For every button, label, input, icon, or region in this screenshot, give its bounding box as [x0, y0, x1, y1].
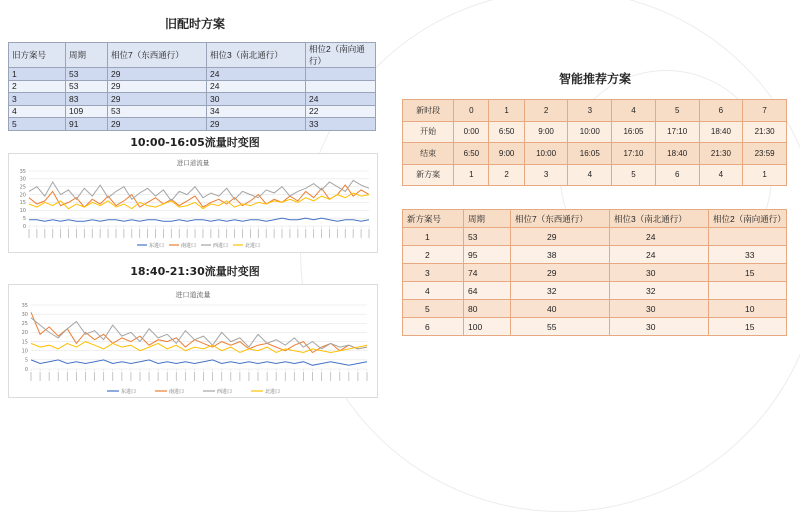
- table-cell: [709, 228, 787, 246]
- chart1-title: 10:00-16:05流量时变图: [130, 136, 260, 149]
- table-row: [403, 282, 787, 300]
- table-cell: [306, 80, 376, 93]
- table-cell: 23:59: [743, 143, 787, 165]
- legend-label-east: 东进口: [149, 243, 165, 249]
- table-cell: 64: [464, 282, 511, 300]
- table-cell: 4: [568, 164, 612, 186]
- table-cell: 2: [403, 246, 464, 264]
- table-cell: 10:00: [568, 121, 612, 143]
- table-cell: 29: [108, 93, 207, 106]
- table-cell: 4: [403, 282, 464, 300]
- table-cell: 24: [610, 246, 709, 264]
- old-plan-table: [8, 42, 376, 131]
- chart2-title: 18:40-21:30流量时变图: [130, 265, 260, 278]
- table-cell: 6: [655, 164, 699, 186]
- y-tick-label: 0: [24, 366, 28, 373]
- table-cell: 6: [699, 100, 743, 122]
- y-tick-label: 20: [21, 330, 28, 337]
- table-cell: 100: [464, 318, 511, 336]
- table-cell: 33: [306, 118, 376, 131]
- header-cell: 旧方案号: [9, 43, 66, 68]
- table-cell: 5: [612, 164, 656, 186]
- row-label: 新方案: [403, 164, 454, 186]
- new-plan-table: [402, 209, 787, 336]
- table-cell: 16:05: [568, 143, 612, 165]
- table-cell: 95: [464, 246, 511, 264]
- table-cell: 18:40: [699, 121, 743, 143]
- chart1-frame: [8, 153, 378, 253]
- table-cell: 15: [709, 264, 787, 282]
- table-row: [403, 264, 787, 282]
- table-cell: 32: [511, 282, 610, 300]
- table-cell: 30: [610, 300, 709, 318]
- table-cell: 29: [108, 68, 207, 81]
- table-cell: 0:00: [454, 121, 489, 143]
- chart-inner-title: 进口道流量: [176, 159, 210, 167]
- table-cell: 33: [709, 246, 787, 264]
- row-label: 结束: [403, 143, 454, 165]
- table-cell: 21:30: [743, 121, 787, 143]
- header-cell: 相位3（南北通行）: [610, 210, 709, 228]
- table-cell: 10:00: [524, 143, 568, 165]
- table-row: [9, 68, 376, 81]
- table-cell: 109: [66, 105, 108, 118]
- row-label: 新时段: [403, 100, 454, 122]
- chart-inner-title: 进口道流量: [175, 291, 211, 299]
- table-cell: 17:10: [655, 121, 699, 143]
- table-cell: 32: [610, 282, 709, 300]
- legend-label-north: 北进口: [245, 243, 261, 249]
- series-line-1: [29, 218, 369, 221]
- table-row: [403, 300, 787, 318]
- period-row-new-plan: [403, 164, 787, 186]
- table-cell: 9:00: [489, 143, 524, 165]
- table-cell: 1: [403, 228, 464, 246]
- table-row: [403, 246, 787, 264]
- table-cell: 1: [9, 68, 66, 81]
- table-cell: 2: [9, 80, 66, 93]
- series-line-1: [31, 360, 367, 365]
- y-tick-label: 15: [19, 200, 26, 207]
- chart2-svg: [9, 285, 377, 397]
- table-cell: [709, 282, 787, 300]
- table-cell: 53: [464, 228, 511, 246]
- header-cell: 相位3（南北通行）: [207, 43, 306, 68]
- table-cell: 29: [207, 118, 306, 131]
- header-cell: 周期: [464, 210, 511, 228]
- table-cell: 30: [610, 318, 709, 336]
- table-cell: 21:30: [699, 143, 743, 165]
- table-cell: 6: [403, 318, 464, 336]
- header-cell: 新方案号: [403, 210, 464, 228]
- table-cell: 30: [610, 264, 709, 282]
- header-cell: 相位7（东西通行）: [511, 210, 610, 228]
- period-row-new-period: [403, 100, 787, 122]
- y-tick-label: 10: [21, 348, 28, 355]
- table-cell: 5: [9, 118, 66, 131]
- table-cell: 53: [66, 80, 108, 93]
- y-tick-label: 30: [21, 311, 28, 318]
- table-cell: 4: [612, 100, 656, 122]
- table-cell: 40: [511, 300, 610, 318]
- table-cell: 10: [709, 300, 787, 318]
- period-table: [402, 99, 787, 186]
- table-cell: 29: [108, 80, 207, 93]
- table-cell: 91: [66, 118, 108, 131]
- y-tick-label: 35: [21, 302, 28, 309]
- legend-label-south: 南进口: [169, 389, 185, 395]
- table-cell: 3: [9, 93, 66, 106]
- table-cell: 15: [709, 318, 787, 336]
- y-tick-label: 10: [19, 208, 26, 215]
- table-cell: 5: [655, 100, 699, 122]
- old-plan-title: 旧配时方案: [164, 17, 225, 31]
- table-cell: 24: [306, 93, 376, 106]
- chart2-frame: [8, 284, 378, 398]
- table-cell: 3: [524, 164, 568, 186]
- table-cell: 18:40: [655, 143, 699, 165]
- table-cell: [306, 68, 376, 81]
- header-cell: 相位2（南向通行）: [306, 43, 376, 68]
- table-cell: 80: [464, 300, 511, 318]
- table-row: [9, 80, 376, 93]
- table-cell: 83: [66, 93, 108, 106]
- table-cell: 53: [108, 105, 207, 118]
- table-cell: 16:05: [612, 121, 656, 143]
- table-cell: 29: [108, 118, 207, 131]
- table-cell: 24: [207, 80, 306, 93]
- y-tick-label: 25: [19, 184, 26, 191]
- table-cell: 1: [489, 100, 524, 122]
- table-cell: 6:50: [454, 143, 489, 165]
- table-row: [9, 93, 376, 106]
- table-cell: 9:00: [524, 121, 568, 143]
- smart-plan-title: 智能推荐方案: [558, 72, 631, 86]
- period-row-end: [403, 143, 787, 165]
- table-cell: 34: [207, 105, 306, 118]
- table-cell: 55: [511, 318, 610, 336]
- table-cell: 29: [511, 228, 610, 246]
- table-cell: 4: [9, 105, 66, 118]
- legend-label-west: 西进口: [213, 243, 229, 249]
- y-tick-label: 20: [19, 192, 26, 199]
- table-cell: 6:50: [489, 121, 524, 143]
- header-cell: 周期: [66, 43, 108, 68]
- table-cell: 1: [454, 164, 489, 186]
- table-row: [9, 105, 376, 118]
- legend-label-south: 南进口: [181, 243, 197, 249]
- table-cell: 29: [511, 264, 610, 282]
- table-cell: 1: [743, 164, 787, 186]
- y-tick-label: 0: [22, 223, 26, 230]
- table-cell: 7: [743, 100, 787, 122]
- y-tick-label: 35: [19, 168, 26, 175]
- header-cell: 相位7（东西通行）: [108, 43, 207, 68]
- legend-label-north: 北进口: [265, 389, 281, 395]
- table-cell: 38: [511, 246, 610, 264]
- y-tick-label: 30: [19, 176, 26, 183]
- row-label: 开始: [403, 121, 454, 143]
- y-tick-label: 5: [22, 215, 26, 222]
- table-cell: 24: [610, 228, 709, 246]
- table-cell: 24: [207, 68, 306, 81]
- y-tick-label: 15: [21, 339, 28, 346]
- table-header-row: [403, 210, 787, 228]
- table-cell: 3: [568, 100, 612, 122]
- legend-label-west: 西进口: [217, 389, 233, 395]
- table-cell: 74: [464, 264, 511, 282]
- legend-label-east: 东进口: [121, 389, 137, 395]
- y-tick-label: 25: [21, 321, 28, 328]
- table-cell: 30: [207, 93, 306, 106]
- header-cell: 相位2（南向通行）: [709, 210, 787, 228]
- table-header-row: [9, 43, 376, 68]
- table-cell: 3: [403, 264, 464, 282]
- table-row: [403, 228, 787, 246]
- table-cell: 2: [524, 100, 568, 122]
- table-cell: 53: [66, 68, 108, 81]
- table-cell: 22: [306, 105, 376, 118]
- table-cell: 5: [403, 300, 464, 318]
- period-row-start: [403, 121, 787, 143]
- table-cell: 2: [489, 164, 524, 186]
- y-tick-label: 5: [24, 357, 28, 364]
- chart1-svg: [9, 154, 377, 252]
- series-line-2: [29, 185, 369, 207]
- table-row: [403, 318, 787, 336]
- table-cell: 0: [454, 100, 489, 122]
- table-cell: 17:10: [612, 143, 656, 165]
- table-cell: 4: [699, 164, 743, 186]
- table-row: [9, 118, 376, 131]
